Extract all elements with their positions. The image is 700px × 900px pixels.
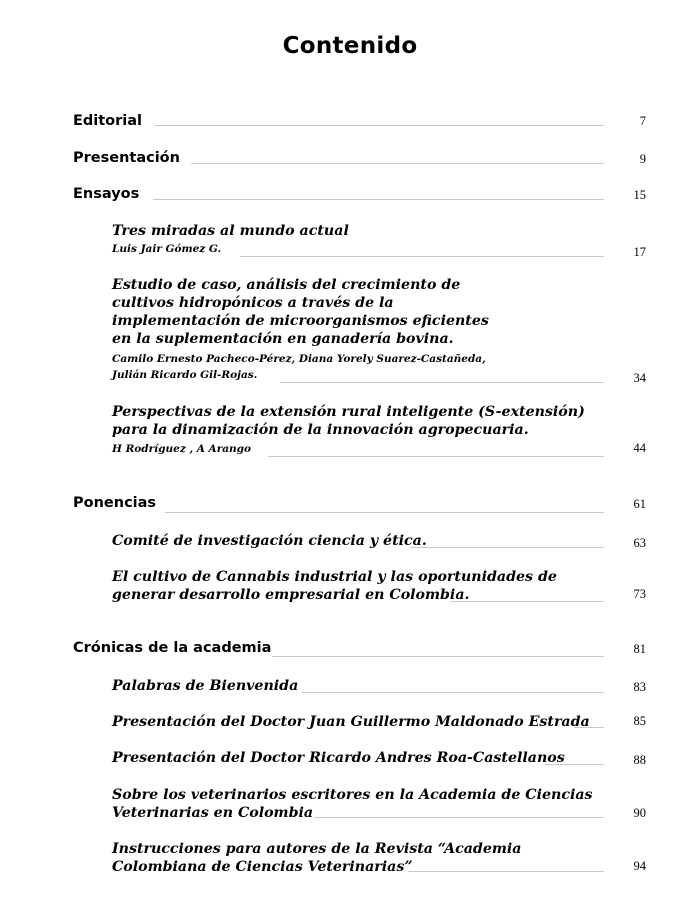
- dot-leader: [545, 764, 604, 765]
- dot-leader: [302, 692, 604, 693]
- page-number: 34: [633, 371, 646, 385]
- dot-leader: [450, 601, 604, 602]
- page-number: 17: [633, 245, 646, 259]
- dot-leader: [280, 382, 604, 383]
- entry-authors: Luis Jair Gómez G.: [112, 243, 222, 255]
- section-title: Crónicas de la academia: [73, 640, 272, 656]
- dot-leader: [314, 817, 604, 818]
- entry-title: El cultivo de Cannabis industrial y las oportunidades de generar desarrollo empresarial en Colombia.: [112, 569, 557, 603]
- dot-leader: [272, 656, 604, 657]
- page-number: 44: [633, 441, 646, 455]
- entry-authors: Camilo Ernesto Pacheco-Pérez, Diana Yorely Suarez-Castañeda, Julián Ricardo Gil-Rojas.: [112, 353, 486, 381]
- page-number: 90: [633, 806, 646, 820]
- entry-title: Presentación del Doctor Ricardo Andres Roa-Castellanos: [112, 750, 565, 766]
- entry-title: Comité de investigación ciencia y ética.: [112, 533, 427, 549]
- page-number: 61: [633, 497, 646, 511]
- dot-leader: [153, 199, 604, 200]
- page-number: 85: [633, 714, 646, 728]
- entry-title: Presentación del Doctor Juan Guillermo Maldonado Estrada: [112, 714, 590, 730]
- section-title: Ponencias: [73, 495, 157, 511]
- page-number: 88: [633, 753, 646, 767]
- dot-leader: [574, 727, 604, 728]
- page-number: 83: [633, 680, 646, 694]
- page-number: 81: [633, 642, 646, 656]
- page-number: 9: [639, 152, 646, 166]
- page-number: 94: [633, 859, 646, 873]
- dot-leader: [408, 871, 604, 872]
- entry-title: Perspectivas de la extensión rural inteligente (S-extensión) para la dinamización de la innovación agropecuaria.: [112, 404, 585, 438]
- dot-leader: [191, 163, 604, 164]
- section-title: Ensayos: [73, 186, 140, 202]
- entry-title: Tres miradas al mundo actual: [112, 223, 349, 239]
- page-number: 15: [633, 188, 646, 202]
- section-title: Presentación: [73, 150, 180, 166]
- page-title: Contenido: [282, 33, 418, 59]
- entry-title: Sobre los veterinarios escritores en la Academia de Ciencias Veterinarias en Colombia: [112, 787, 593, 821]
- dot-leader: [410, 547, 604, 548]
- dot-leader: [165, 512, 604, 513]
- page-number: 7: [639, 114, 646, 128]
- dot-leader: [240, 256, 604, 257]
- entry-title: Palabras de Bienvenida: [112, 678, 299, 694]
- page-number: 73: [633, 587, 646, 601]
- dot-leader: [155, 125, 604, 126]
- section-title: Editorial: [73, 113, 143, 129]
- entry-title: Estudio de caso, análisis del crecimiento de cultivos hidropónicos a través de la implementación de microorganismos eficientes en la suplementación en ganadería bovina.: [112, 277, 489, 347]
- page-number: 63: [633, 536, 646, 550]
- entry-authors: H Rodríguez , A Arango: [112, 443, 252, 455]
- entry-title: Instrucciones para autores de la Revista “Academia Colombiana de Ciencias Veterinarias”: [112, 841, 522, 875]
- dot-leader: [268, 456, 604, 457]
